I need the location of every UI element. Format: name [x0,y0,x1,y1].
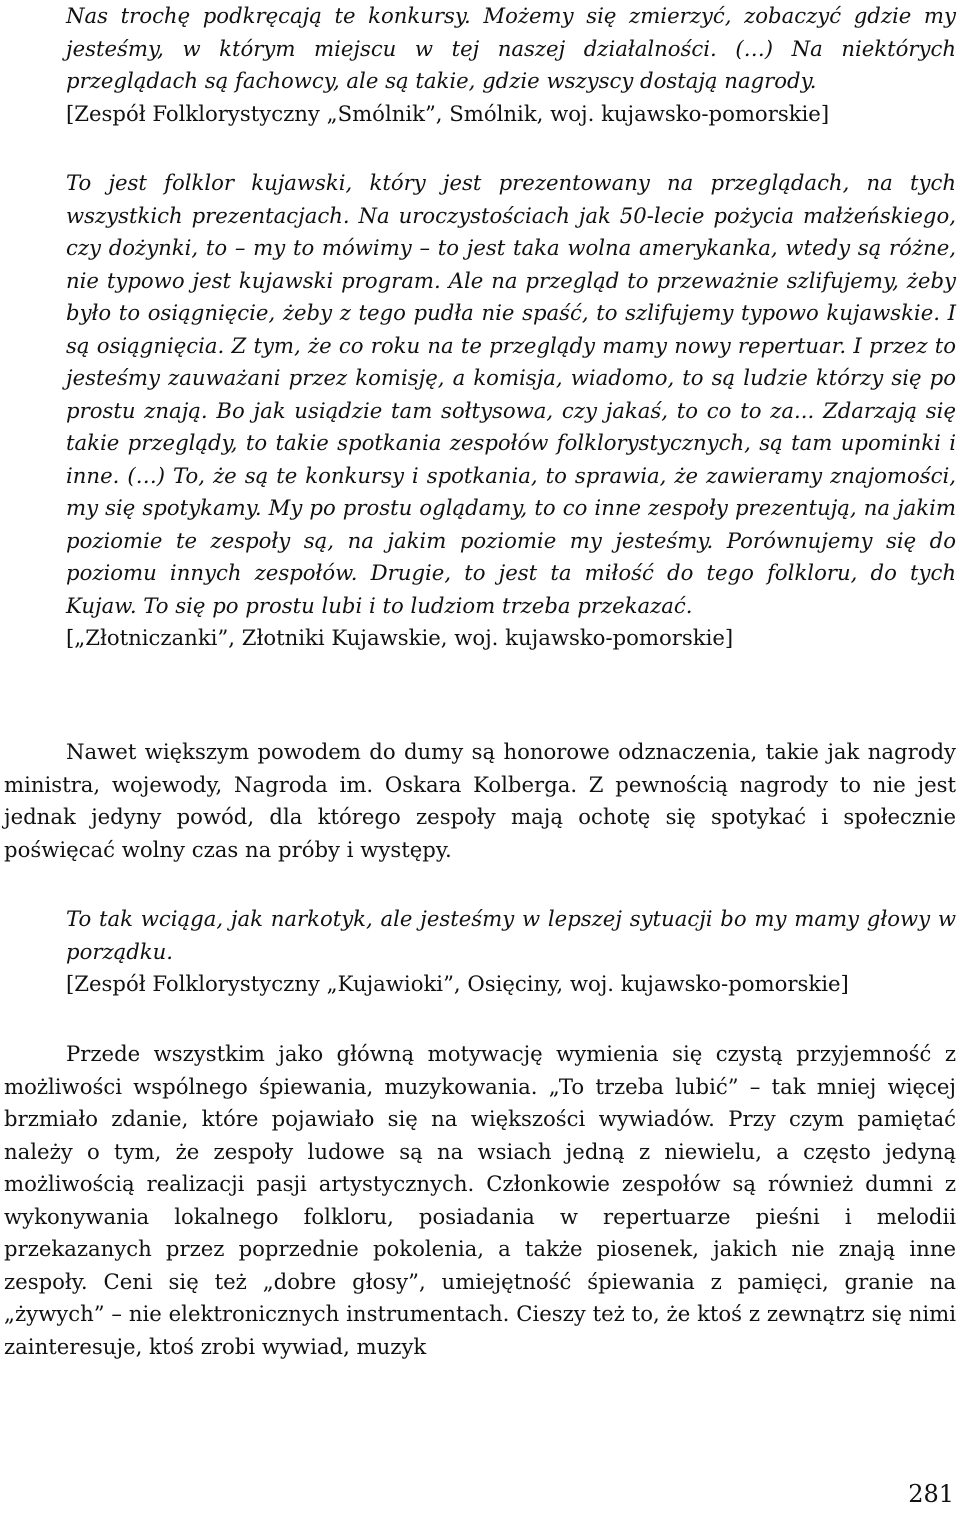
interview-quote-smolnik [66,0,956,130]
page-number: 281 [908,1480,954,1508]
quote-text: Nas trochę podkręcają te konkursy. Możemy się zmierzyć, zobaczyć gdzie my jesteśmy, w którym miejscu w tej naszej działalności. (…) Na niektórych przeglądach są fachowcy, ale są takie, gdzie wszyscy dostają nagrody. [66,3,956,93]
interview-quote-kujawioki [66,903,956,1001]
body-paragraph-motivation: Przede wszystkim jako główną motywację wymienia się czystą przyjemność z możliwości wspólnego śpiewania, muzykowania. „To trzeba lubić” – tak mniej więcej brzmiało zdanie, które pojawiało się na większości wywiadów. Przy czym pamiętać należy o tym, że zespoły ludowe są na wsiach jedną z niewielu, a często jedyną możliwością realizacji pasji artystycznych. Członkowie zespołów są również dumni z wykonywania lokalnego folkloru, posiadania w repertuarze pieśni i melodii przekazanych przez poprzednie pokolenia, a także piosenek, jakich nie znają inne zespoły. Ceni się też „dobre głosy”, umiejętność śpiewania z pamięci, granie na „żywych” – nie elektronicznych instrumentach. Cieszy też to, że ktoś z zewnątrz się nimi zainteresuje, ktoś zrobi wywiad, muzyk [4,1041,956,1359]
quote-source: [Zespół Folklorystyczny „Smólnik”, Smólnik, woj. kujawsko-pomorskie] [66,100,830,126]
quote-text: To tak wciąga, jak narkotyk, ale jesteśmy w lepszej sytuacji bo my mamy głowy w porządku. [66,906,956,964]
body-paragraph-awards: Nawet większym powodem do dumy są honorowe odznaczenia, takie jak nagrody ministra, wojewody, Nagroda im. Oskara Kolberga. Z pewnością nagrody to nie jest jednak jedyny powód, dla którego zespoły mają ochotę się spotykać i społecznie poświęcać wolny czas na próby i występy. [4,739,956,862]
interview-quote-zlotniczanki [66,167,956,655]
quote-source: [„Złotniczanki”, Złotniki Kujawskie, woj. kujawsko-pomorskie] [66,625,734,650]
quote-text: To jest folklor kujawski, który jest prezentowany na przeglądach, na tych wszystkich prezentacjach. Na uroczystościach jak 50-lecie pożycia małżeńskiego, czy dożynki, to – my to mówimy – to jest taka wolna amerykanka, wtedy są różne, nie typowo jest kujawski program. Ale na przegląd to przeważnie szlifujemy, żeby było to osiągnięcie, żeby z tego pudła nie spaść, to szlifujemy typowo kujawskie. I są osiągnięcia. Z tym, że co roku na te przeglądy mamy nowy repertuar. I przez to jesteśmy zauważani przez komisję, a komisja, wiadomo, to są ludzie którzy się po prostu znają. Bo jak usiądzie tam sołtysowa, czy jakaś, to co to za... Zdarzają się takie przeglądy, to takie spotkania zespołów folklorystycznych, są tam upominki i inne. (…) To, że są te konkursy i spotkania, to sprawia, że zawieramy znajomości, my się spotykamy. My po prostu oglądamy, to co inne zespoły prezentują, na jakim poziomie te zespoły są, na jakim poziomie my jesteśmy. Porównujemy się do poziomu innych zespołów. Drugie, to jest ta miłość do tego folkloru, do tych Kujaw. To się po prostu lubi i to ludziom trzeba przekazać. [66,170,956,618]
quote-source: [Zespół Folklorystyczny „Kujawioki”, Osięciny, woj. kujawsko-pomorskie] [66,971,849,996]
